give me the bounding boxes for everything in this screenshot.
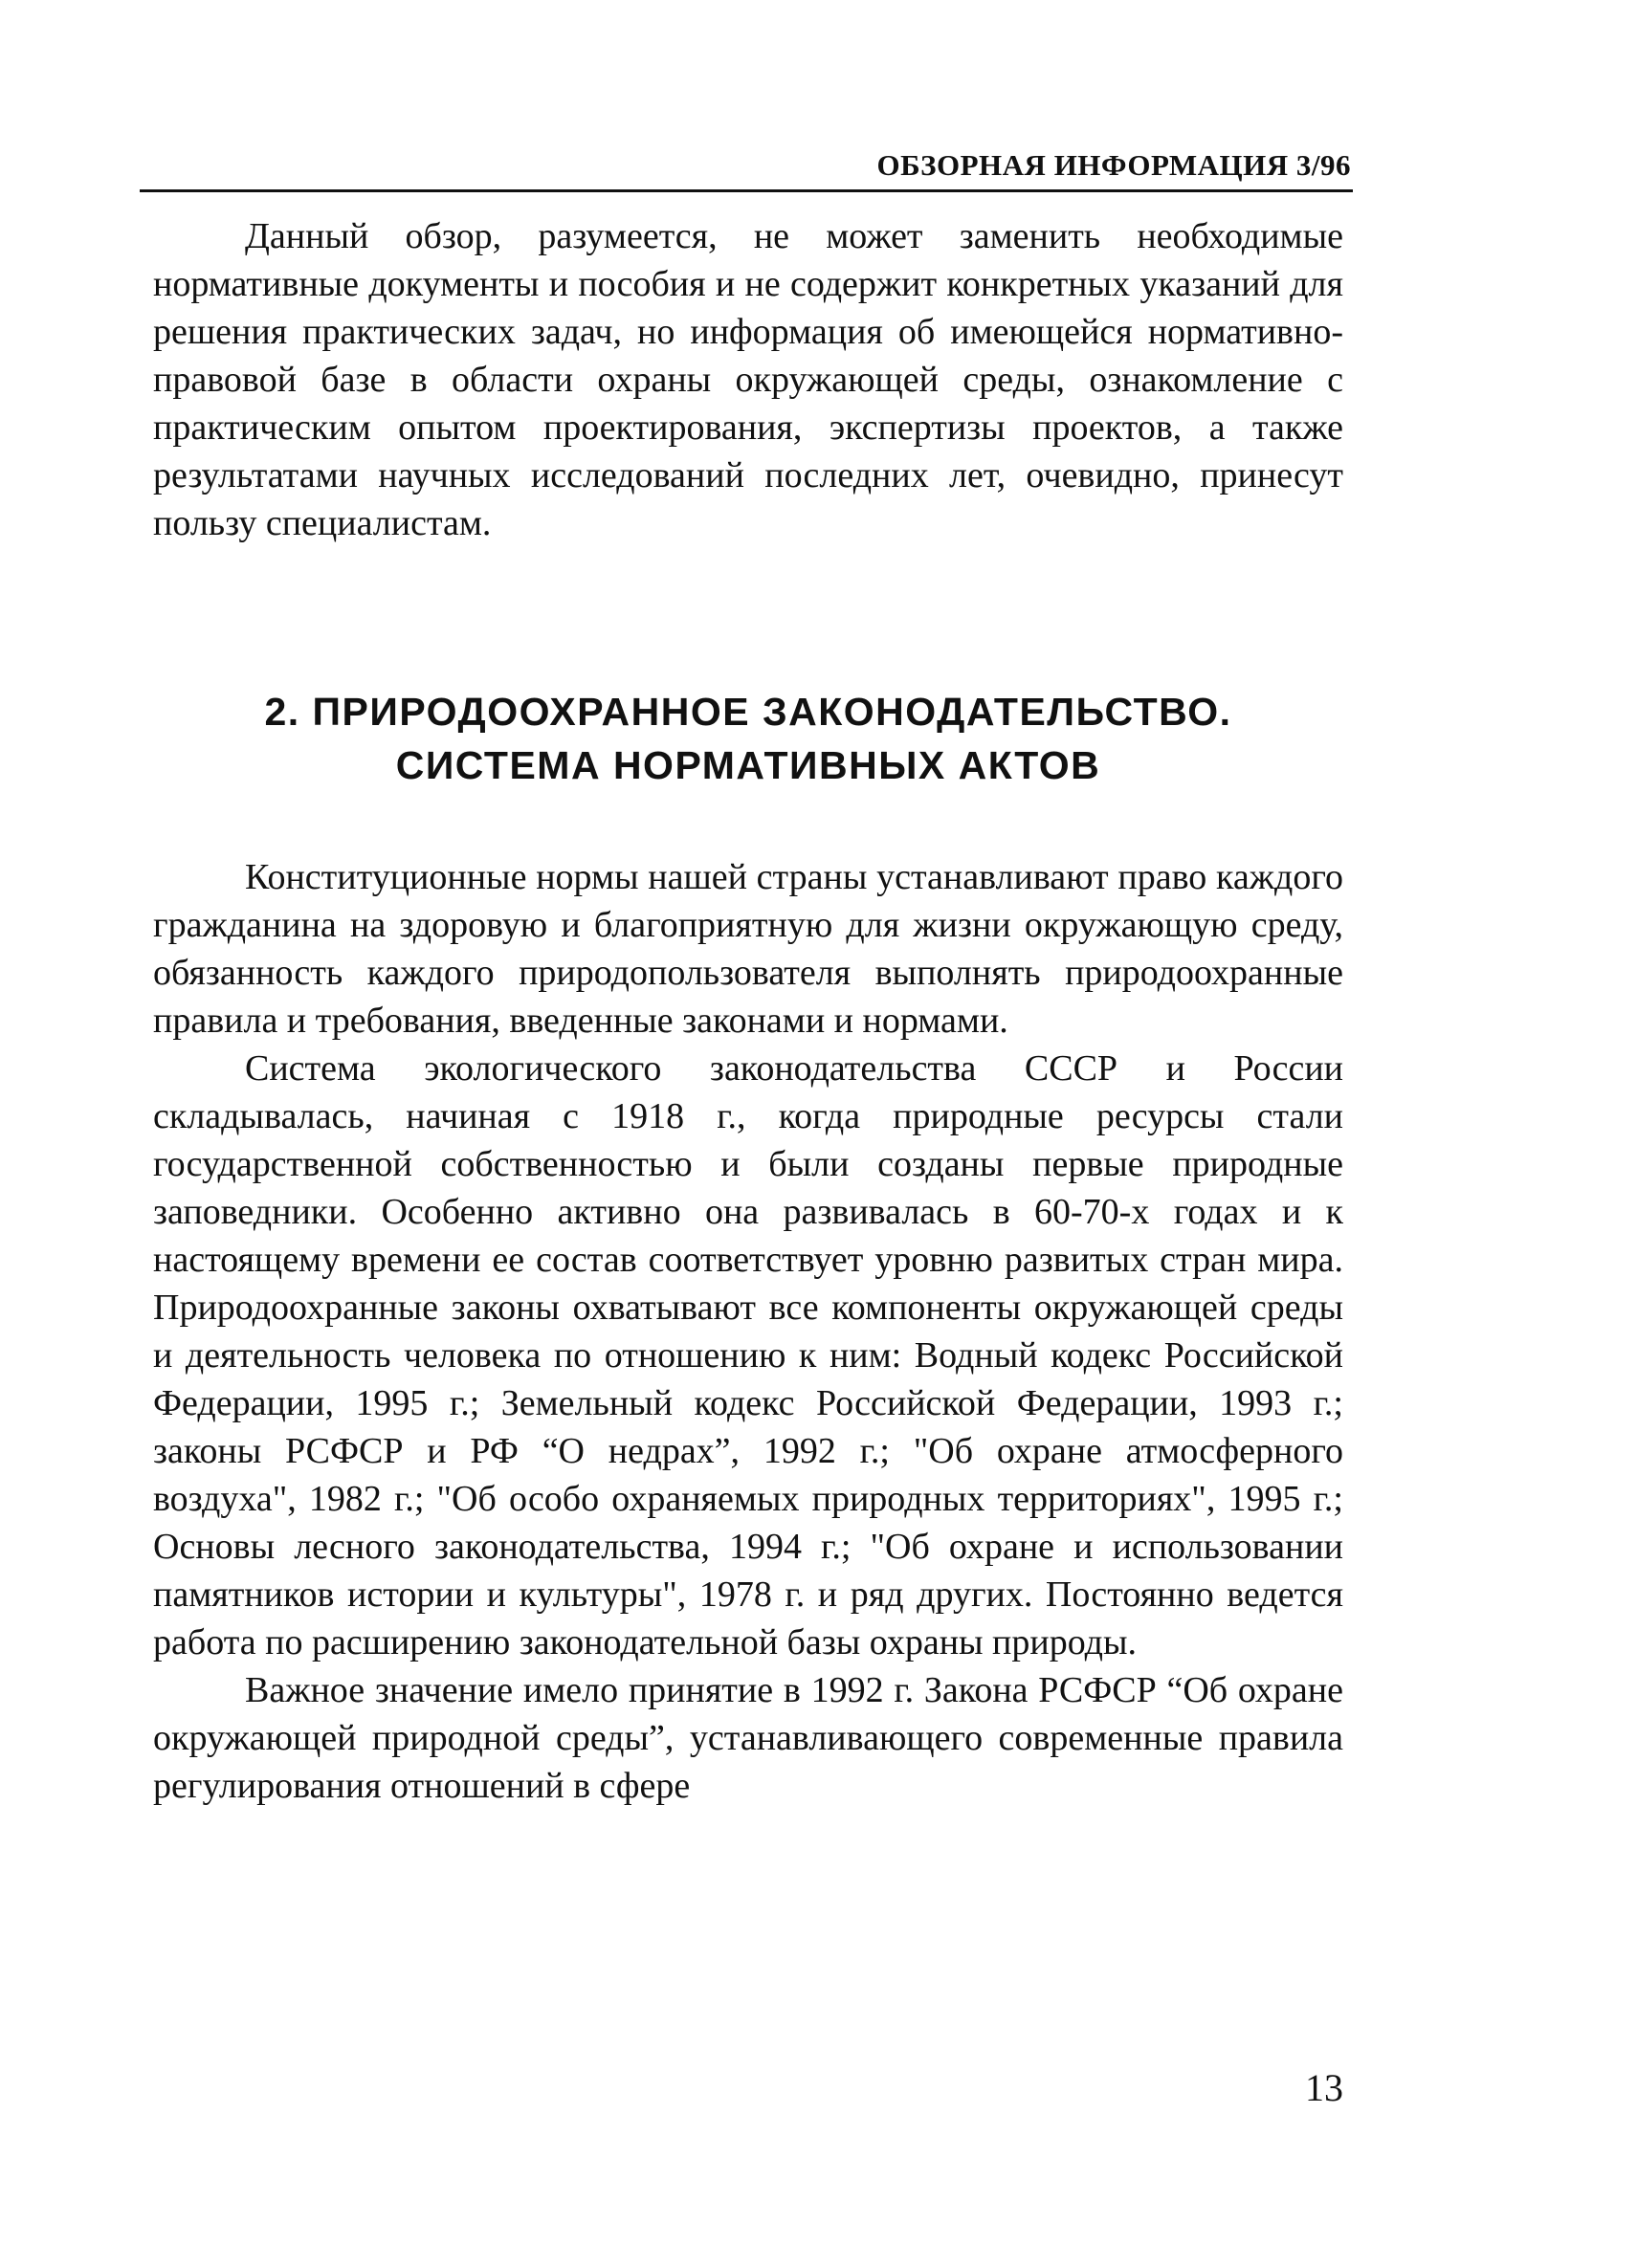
- header-rule: [140, 189, 1353, 192]
- intro-section: [153, 212, 1343, 547]
- body-paragraph-2: Система экологического законодательства СССР и России складывалась, начиная с 1918 г., когда природные ресурсы стали государственной собственностью и были созданы первые природные заповедники. Особенно активно она развивалась в 60-70-х годах и к настоящему времени ее состав соответствует уровню развитых стран мира. Природоохранные законы охватывают все компоненты окружающей среды и деятельность человека по отношению к ним: Водный кодекс Российской Федерации, 1995 г.; Земельный кодекс Российской Федерации, 1993 г.; законы РСФСР и РФ “О недрах”, 1992 г.; "Об охране атмосферного воздуха", 1982 г.; "Об особо охраняемых природных территориях", 1995 г.; Основы лесного законодательства, 1994 г.; "Об охране и использовании памятников истории и культуры", 1978 г. и ряд других. Постоянно ведется работа по расширению законодательной базы охраны природы.: [153, 1048, 1343, 1662]
- body-paragraph-1: Конституционные нормы нашей страны устанавливают право каждого гражданина на здоровую и благоприятную для жизни окружающую среду, обязанность каждого природопользователя выполнять природоохранные правила и требования, введенные законами и нормами.: [153, 857, 1343, 1041]
- section-heading: [153, 685, 1343, 792]
- page-number: 13: [1305, 2066, 1343, 2109]
- section-heading-line-2: СИСТЕМА НОРМАТИВНЫХ АКТОВ: [395, 743, 1101, 787]
- section-body: [153, 853, 1343, 1810]
- body-paragraph-3: Важное значение имело принятие в 1992 г. Закона РСФСР “Об охране окружающей природной среды”, устанавливающего современные правила регулирования отношений в сфере: [153, 1670, 1343, 1806]
- running-header: ОБЗОРНАЯ ИНФОРМАЦИЯ 3/96: [876, 148, 1351, 182]
- section-heading-line-1: 2. ПРИРОДООХРАННОЕ ЗАКОНОДАТЕЛЬСТВО.: [264, 690, 1232, 734]
- intro-paragraph: Данный обзор, разумеется, не может заменить необходимые нормативные документы и пособия и не содержит конкретных указаний для решения практических задач, но информация об имеющейся нормативно-правовой базе в области охраны окружающей среды, ознакомление с практическим опытом проектирования, экспертизы проектов, а также результатами научных исследований последних лет, очевидно, принесут пользу специалистам.: [153, 216, 1343, 543]
